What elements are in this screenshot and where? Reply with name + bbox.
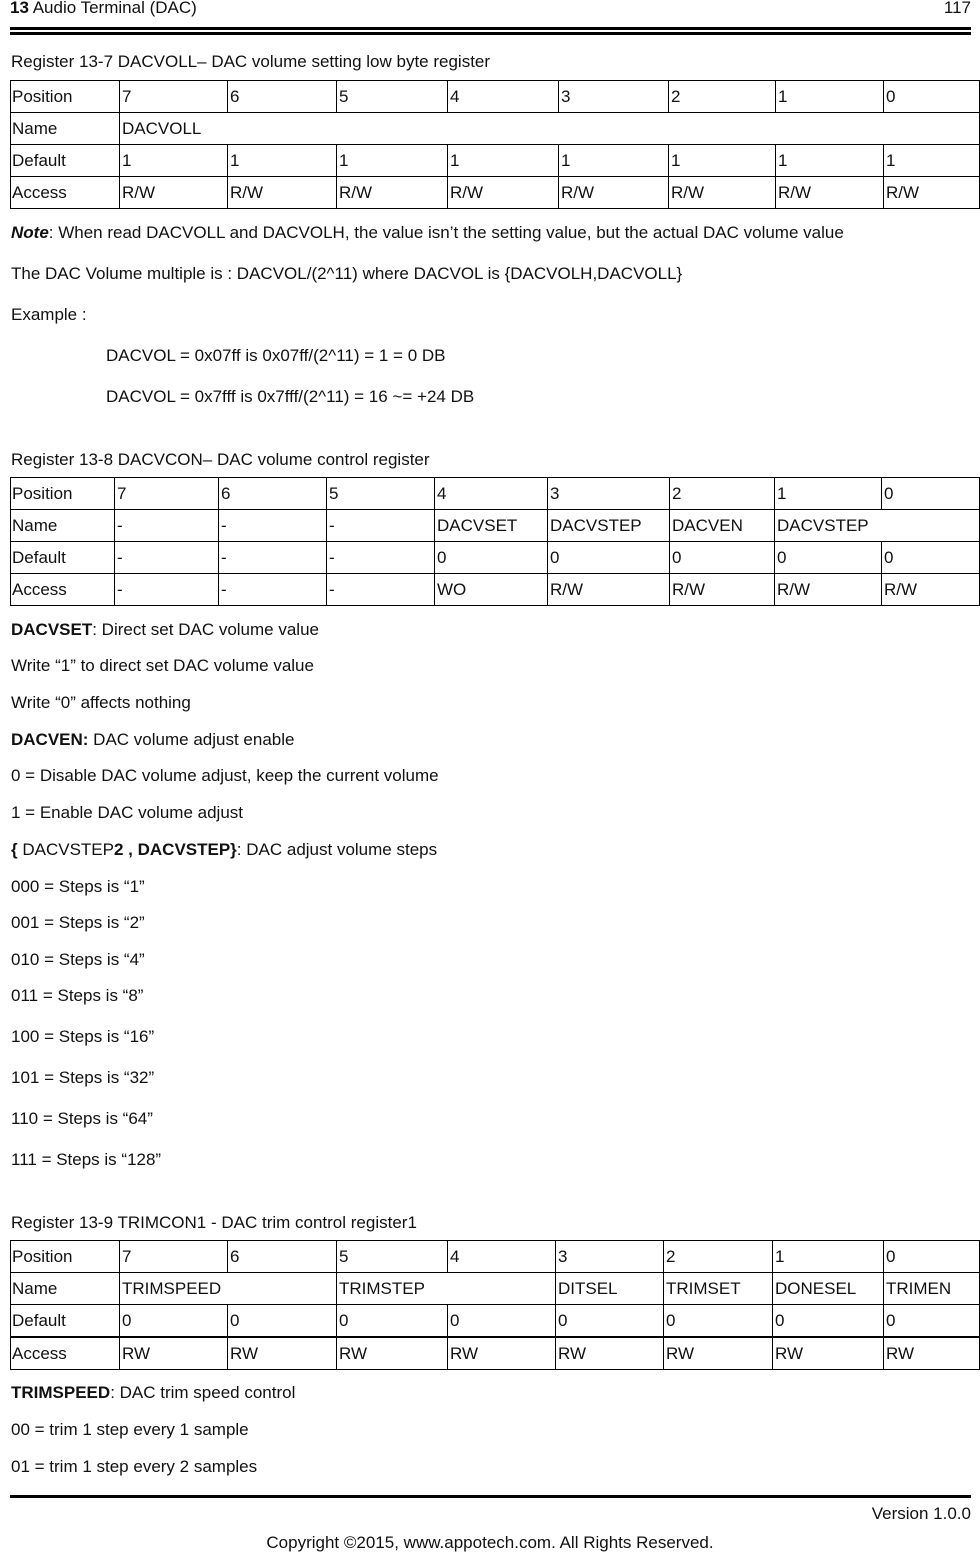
description-text: : DAC trim speed control xyxy=(110,1383,296,1402)
table-cell: R/W xyxy=(228,177,337,209)
table-cell: 0 xyxy=(882,542,980,574)
table-cell: DACVEN xyxy=(670,510,775,542)
description-line: Write “0” affects nothing xyxy=(11,693,191,712)
table-cell: TRIMSET xyxy=(664,1273,773,1305)
table-cell: 1 xyxy=(228,145,337,177)
table-cell: Name xyxy=(11,113,120,145)
description-text: DAC volume adjust enable xyxy=(88,730,295,749)
table-cell: 1 xyxy=(120,145,228,177)
term: DACVEN: xyxy=(11,730,89,749)
table-row-access xyxy=(11,1337,980,1370)
table-cell: 5 xyxy=(337,1241,448,1273)
table-cell: 3 xyxy=(548,478,670,510)
register-13-8-caption: Register 13-8 DACVCON– DAC volume control register xyxy=(11,450,430,469)
table-cell: DACVSTEP xyxy=(548,510,670,542)
table-row-name xyxy=(11,1273,980,1305)
page-number: 117 xyxy=(943,0,971,17)
chapter-title: Audio Terminal (DAC) xyxy=(28,0,197,17)
list-item: 111 = Steps is “128” xyxy=(11,1150,162,1169)
table-cell: RW xyxy=(337,1337,448,1370)
table-row-name xyxy=(11,510,980,542)
table-cell: 1 xyxy=(776,81,884,113)
term: DACVSET xyxy=(11,620,93,639)
table-cell: 0 xyxy=(773,1305,884,1338)
table-cell: - xyxy=(327,542,435,574)
table-cell: DONESEL xyxy=(773,1273,884,1305)
table-cell: Name xyxy=(11,510,115,542)
table-cell: 0 xyxy=(556,1305,664,1338)
version-label: Version 1.0.0 xyxy=(871,1504,971,1523)
table-row-default xyxy=(11,1305,980,1338)
table-cell: 1 xyxy=(448,145,559,177)
table-cell: 4 xyxy=(448,81,559,113)
description-text: : Direct set DAC volume value xyxy=(92,620,319,639)
table-cell: 2 xyxy=(670,478,775,510)
table-cell: 0 xyxy=(670,542,775,574)
table-row-default xyxy=(11,145,980,177)
note-paragraph xyxy=(11,223,844,243)
table-cell: 0 xyxy=(664,1305,773,1338)
table-cell: R/W xyxy=(882,574,980,606)
table-cell: RW xyxy=(884,1337,980,1370)
table-cell: R/W xyxy=(775,574,882,606)
dacvset-description xyxy=(11,620,319,640)
dacvstep-description xyxy=(11,840,437,860)
list-item: 00 = trim 1 step every 1 sample xyxy=(11,1420,249,1439)
table-cell: RW xyxy=(773,1337,884,1370)
register-13-7-caption: Register 13-7 DACVOLL– DAC volume setting low byte register xyxy=(11,52,491,71)
table-cell: - xyxy=(115,574,219,606)
table-cell: DACVSTEP xyxy=(775,510,980,542)
header-divider xyxy=(10,32,971,35)
table-cell: R/W xyxy=(337,177,448,209)
description-line: 1 = Enable DAC volume adjust xyxy=(11,803,243,822)
table-cell: 6 xyxy=(219,478,327,510)
note-text: : When read DACVOLL and DACVOLH, the value isn’t the setting value, but the actual DAC volume value xyxy=(48,223,844,242)
header-divider xyxy=(10,27,971,30)
table-cell: RW xyxy=(664,1337,773,1370)
page-header-title xyxy=(10,0,197,18)
table-cell: R/W xyxy=(559,177,669,209)
table-cell: RW xyxy=(228,1337,337,1370)
table-cell: 4 xyxy=(448,1241,556,1273)
table-row-position xyxy=(11,1241,980,1273)
list-item: 000 = Steps is “1” xyxy=(11,877,145,896)
chapter-number: 13 xyxy=(10,0,29,17)
table-cell: Position xyxy=(11,1241,120,1273)
table-cell: Default xyxy=(11,145,120,177)
table-cell: Position xyxy=(11,478,115,510)
table-cell: - xyxy=(327,574,435,606)
table-cell: 0 xyxy=(775,542,882,574)
note-label: Note xyxy=(11,223,49,242)
register-13-8-table xyxy=(10,477,980,606)
table-cell: R/W xyxy=(776,177,884,209)
table-cell: 0 xyxy=(884,1241,980,1273)
table-cell: - xyxy=(219,542,327,574)
table-row-name xyxy=(11,113,980,145)
table-cell: RW xyxy=(556,1337,664,1370)
term: 2 , DACVSTEP} xyxy=(113,840,237,859)
list-item: 100 = Steps is “16” xyxy=(11,1027,155,1046)
table-cell: TRIMSPEED xyxy=(120,1273,337,1305)
description-line: 0 = Disable DAC volume adjust, keep the current volume xyxy=(11,766,439,785)
description-text: : DAC adjust volume steps xyxy=(236,840,438,859)
example-label: Example : xyxy=(11,305,87,324)
table-row-position xyxy=(11,81,980,113)
table-cell: 0 xyxy=(884,1305,980,1338)
volume-multiple-text: The DAC Volume multiple is : DACVOL/(2^11) where DACVOL is {DACVOLH,DACVOLL} xyxy=(11,264,683,283)
table-cell: 6 xyxy=(228,1241,337,1273)
table-cell: 0 xyxy=(120,1305,228,1338)
description-line: Write “1” to direct set DAC volume value xyxy=(11,656,314,675)
table-cell: 3 xyxy=(556,1241,664,1273)
list-item: 01 = trim 1 step every 2 samples xyxy=(11,1457,258,1476)
list-item: 010 = Steps is “4” xyxy=(11,950,145,969)
table-cell: RW xyxy=(448,1337,556,1370)
table-row-position xyxy=(11,478,980,510)
table-cell: 1 xyxy=(775,478,882,510)
table-cell: 0 xyxy=(337,1305,448,1338)
list-item: 101 = Steps is “32” xyxy=(11,1068,155,1087)
table-cell: 1 xyxy=(773,1241,884,1273)
table-cell: 4 xyxy=(435,478,548,510)
table-cell: Name xyxy=(11,1273,120,1305)
table-cell: - xyxy=(327,510,435,542)
table-cell: - xyxy=(219,574,327,606)
example-line: DACVOL = 0x07ff is 0x07ff/(2^11) = 1 = 0 DB xyxy=(106,346,446,365)
table-cell: 0 xyxy=(448,1305,556,1338)
table-cell: RW xyxy=(120,1337,228,1370)
table-row-default xyxy=(11,542,980,574)
footer-divider xyxy=(10,1495,971,1498)
table-row-access xyxy=(11,177,980,209)
table-cell: 0 xyxy=(228,1305,337,1338)
table-cell: - xyxy=(219,510,327,542)
table-cell: 7 xyxy=(120,1241,228,1273)
table-cell: R/W xyxy=(548,574,670,606)
table-cell: 0 xyxy=(884,81,980,113)
table-cell: Default xyxy=(11,1305,120,1338)
table-cell: R/W xyxy=(884,177,980,209)
copyright-notice: Copyright ©2015, www.appotech.com. All Rights Reserved. xyxy=(266,1533,714,1552)
table-cell: 5 xyxy=(327,478,435,510)
table-cell: 0 xyxy=(882,478,980,510)
table-cell: Position xyxy=(11,81,120,113)
trimspeed-description xyxy=(11,1383,295,1403)
table-cell: R/W xyxy=(448,177,559,209)
table-cell: 7 xyxy=(115,478,219,510)
example-line: DACVOL = 0x7fff is 0x7fff/(2^11) = 16 ~= +24 DB xyxy=(106,387,475,406)
table-cell: Access xyxy=(11,1337,120,1370)
table-row-access xyxy=(11,574,980,606)
table-cell: 0 xyxy=(435,542,548,574)
table-cell: 5 xyxy=(337,81,448,113)
table-cell: Access xyxy=(11,574,115,606)
table-cell: WO xyxy=(435,574,548,606)
table-cell: TRIMEN xyxy=(884,1273,980,1305)
table-cell: R/W xyxy=(120,177,228,209)
table-cell: DITSEL xyxy=(556,1273,664,1305)
term: DACVSTEP xyxy=(17,840,114,859)
table-cell: 2 xyxy=(664,1241,773,1273)
table-cell: 2 xyxy=(669,81,776,113)
table-cell: 7 xyxy=(120,81,228,113)
register-13-7-table xyxy=(10,80,980,209)
list-item: 011 = Steps is “8” xyxy=(11,986,144,1005)
table-cell: 1 xyxy=(559,145,669,177)
table-cell: 1 xyxy=(776,145,884,177)
dacven-description xyxy=(11,730,294,750)
table-cell: 3 xyxy=(559,81,669,113)
term: TRIMSPEED xyxy=(11,1383,111,1402)
list-item: 001 = Steps is “2” xyxy=(11,913,145,932)
term: { xyxy=(11,840,18,859)
table-cell: 0 xyxy=(548,542,670,574)
table-cell: 1 xyxy=(669,145,776,177)
register-13-9-caption: Register 13-9 TRIMCON1 - DAC trim control register1 xyxy=(11,1213,417,1232)
table-cell: TRIMSTEP xyxy=(337,1273,556,1305)
table-cell: R/W xyxy=(670,574,775,606)
table-cell: DACVOLL xyxy=(120,113,980,145)
table-cell: 1 xyxy=(884,145,980,177)
table-cell: Default xyxy=(11,542,115,574)
table-cell: - xyxy=(115,542,219,574)
table-cell: - xyxy=(115,510,219,542)
table-cell: 1 xyxy=(337,145,448,177)
table-cell: 6 xyxy=(228,81,337,113)
table-cell: DACVSET xyxy=(435,510,548,542)
list-item: 110 = Steps is “64” xyxy=(11,1109,153,1128)
register-13-9-table xyxy=(10,1240,980,1370)
table-cell: R/W xyxy=(669,177,776,209)
table-cell: Access xyxy=(11,177,120,209)
